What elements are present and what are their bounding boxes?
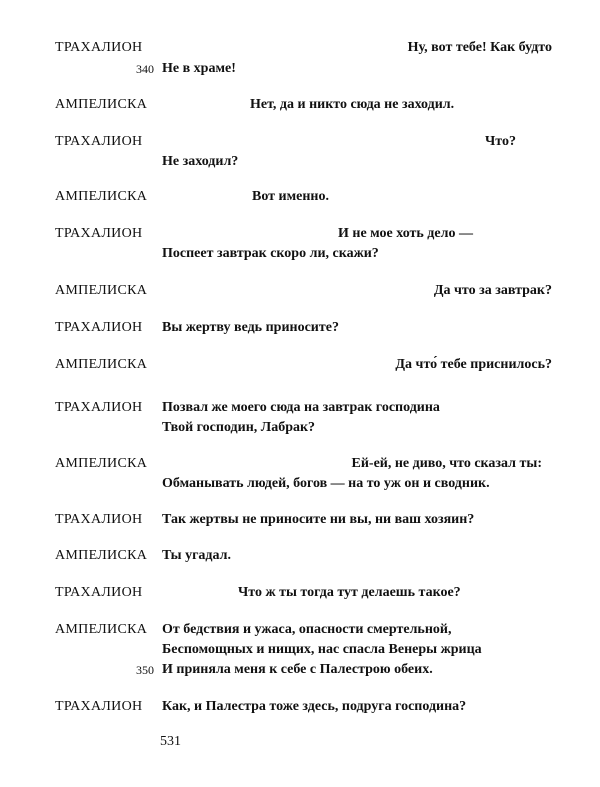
page-number: 531 (160, 734, 181, 749)
verse-line: Да что за завтрак? (433, 283, 552, 298)
verse-line: Да что́ тебе приснилось? (395, 357, 552, 372)
speaker-name: АМПЕЛИСКА (55, 97, 148, 112)
speaker-name: ТРАХАЛИОН (55, 226, 143, 241)
verse-line: Что? (485, 134, 516, 149)
verse-line: Беспомощных и нищих, нас спасла Венеры жрица (162, 642, 482, 657)
speaker-name: АМПЕЛИСКА (55, 357, 148, 372)
verse-line: Не в храме! (162, 61, 236, 76)
speaker-name: ТРАХАЛИОН (55, 512, 143, 527)
verse-line: И не мое хоть дело — (338, 226, 473, 241)
speaker-name: АМПЕЛИСКА (55, 548, 148, 563)
verse-line: Поспеет завтрак скоро ли, скажи? (162, 246, 379, 261)
speaker-name: ТРАХАЛИОН (55, 320, 143, 335)
verse-line: Ну, вот тебе! Как будто (407, 40, 552, 55)
speaker-name: ТРАХАЛИОН (55, 134, 143, 149)
verse-line: Что ж ты тогда тут делаешь такое? (238, 585, 461, 600)
verse-line: Так жертвы не приносите ни вы, ни ваш хозяин? (162, 512, 475, 527)
verse-line: И приняла меня к себе с Палестрою обеих. (162, 662, 433, 677)
verse-line: Обманывать людей, богов — на то уж он и сводник. (162, 476, 490, 491)
verse-line: Нет, да и никто сюда не заходил. (250, 97, 455, 112)
speaker-name: АМПЕЛИСКА (55, 456, 148, 471)
line-number: 340 (136, 62, 154, 76)
speaker-name: ТРАХАЛИОН (55, 400, 143, 415)
verse-line: Позвал же моего сюда на завтрак господина (162, 400, 440, 415)
speaker-name: ТРАХАЛИОН (55, 699, 143, 714)
verse-line: Вы жертву ведь приносите? (162, 320, 339, 335)
line-number: 350 (136, 663, 154, 677)
verse-line: Твой господин, Лабрак? (162, 420, 316, 435)
verse-line: Вот именно. (252, 189, 329, 204)
verse-line: Не заходил? (162, 154, 239, 169)
speaker-name: АМПЕЛИСКА (55, 189, 148, 204)
verse-line: Ей-ей, не диво, что сказал ты: (351, 456, 542, 471)
verse-line: От бедствия и ужаса, опасности смертельной, (162, 622, 452, 637)
speaker-name: АМПЕЛИСКА (55, 283, 148, 298)
speaker-name: ТРАХАЛИОН (55, 40, 143, 55)
speaker-name: АМПЕЛИСКА (55, 622, 148, 637)
verse-line: Как, и Палестра тоже здесь, подруга господина? (162, 699, 467, 714)
speaker-name: ТРАХАЛИОН (55, 585, 143, 600)
verse-line: Ты угадал. (162, 548, 231, 563)
